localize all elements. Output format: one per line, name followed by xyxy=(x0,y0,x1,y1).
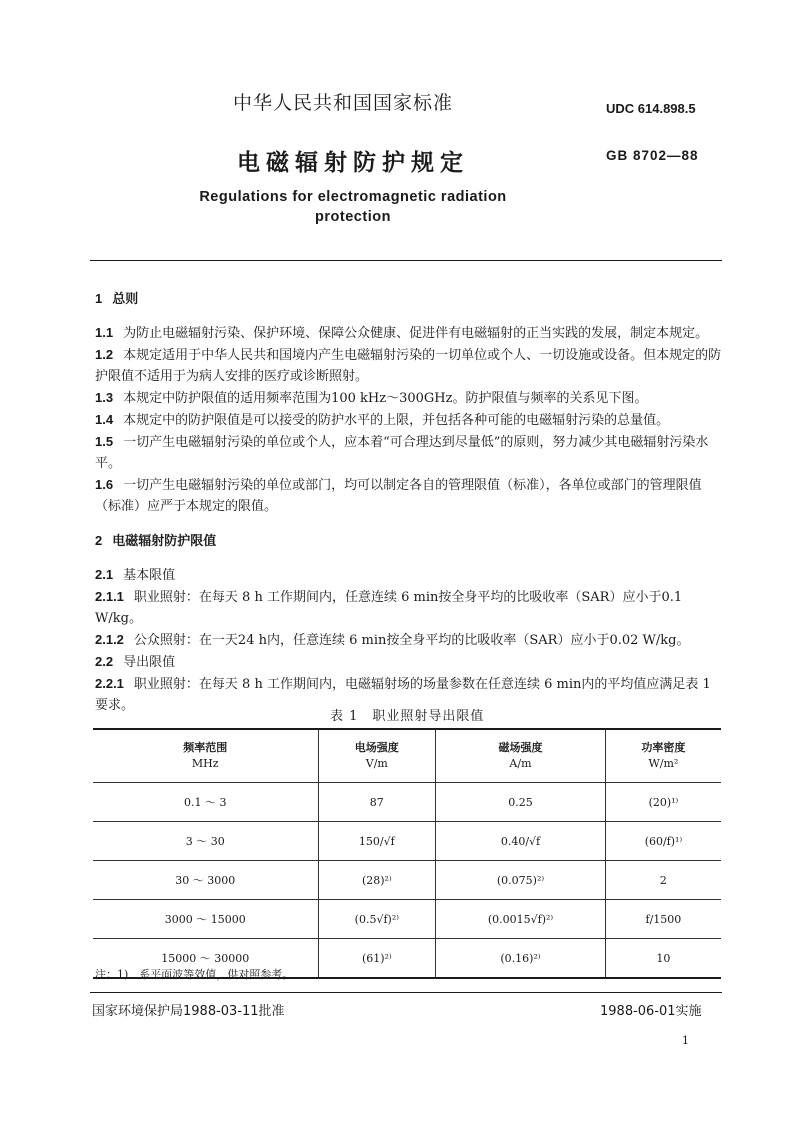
header-electric-field: 电场强度 V/m xyxy=(318,729,436,783)
table-row xyxy=(93,783,721,822)
document-title-chinese: 电磁辐射防护规定 xyxy=(237,150,469,176)
header-magnetic-field: 磁场强度 A/m xyxy=(436,729,606,783)
table-row xyxy=(93,900,721,939)
table-cell: (28)²⁾ xyxy=(318,861,436,900)
header-divider xyxy=(90,260,722,261)
table-cell: (20)¹⁾ xyxy=(605,783,721,822)
section-limits xyxy=(95,530,725,716)
page-number: 1 xyxy=(682,1034,689,1047)
table-cell: (0.16)²⁾ xyxy=(436,939,606,979)
clause: 2.1 基本限值 xyxy=(95,567,176,583)
table-cell: 15000 ～ 30000 xyxy=(93,939,318,979)
table-cell: 3 ～ 30 xyxy=(93,822,318,861)
clause: 1.3 本规定中防护限值的适用频率范围为100 kHz～300GHz。防护限值与频率的关系见下图。 xyxy=(95,390,648,406)
table-cell: 0.25 xyxy=(436,783,606,822)
header-frequency: 频率范围 MHz xyxy=(93,729,318,783)
table-cell: 150/√f xyxy=(318,822,436,861)
table-cell: 87 xyxy=(318,783,436,822)
section-general xyxy=(95,288,725,517)
clause: 1.2 本规定适用于中华人民共和国境内产生电磁辐射污染的一切单位或个人、一切设施或设备。但本规定的防护限值不适用于为病人安排的医疗或诊断照射。 xyxy=(95,347,722,384)
section-heading: 1 总则 xyxy=(95,291,139,307)
table-cell: 2 xyxy=(605,861,721,900)
clause: 1.1 为防止电磁辐射污染、保护环境、保障公众健康、促进伴有电磁辐射的正当实践的发展，制定本规定。 xyxy=(95,325,709,341)
clause: 1.4 本规定中的防护限值是可以接受的防护水平的上限，并包括各种可能的电磁辐射污染的总量值。 xyxy=(95,412,670,428)
approval-line: 国家环境保护局1988-03-11批准 xyxy=(92,1004,285,1019)
table-cell: (60/f)¹⁾ xyxy=(605,822,721,861)
table-cell: f/1500 xyxy=(605,900,721,939)
standard-organization: 中华人民共和国国家标准 xyxy=(233,92,454,114)
table-cell: (61)²⁾ xyxy=(318,939,436,979)
clause: 2.2.1 职业照射：在每天 8 h 工作期间内，电磁辐射场的场量参数在任意连续 6 min内的平均值应满足表 1 要求。 xyxy=(95,676,711,713)
table-cell: 0.40/√f xyxy=(436,822,606,861)
header-power-density: 功率密度 W/m² xyxy=(605,729,721,783)
table-cell: 3000 ～ 15000 xyxy=(93,900,318,939)
table-caption: 表 1 职业照射导出限值 xyxy=(330,709,485,724)
clause: 1.6 一切产生电磁辐射污染的单位或部门，均可以制定各自的管理限值（标准），各单位或部门的管理限值（标准）应严于本规定的限值。 xyxy=(95,477,702,514)
document-title-english: Regulations for electromagnetic radiation protection xyxy=(199,189,507,225)
table-row xyxy=(93,822,721,861)
udc-code: UDC 614.898.5 xyxy=(606,101,696,116)
table-cell: 30 ～ 3000 xyxy=(93,861,318,900)
table-cell: (0.0015√f)²⁾ xyxy=(436,900,606,939)
clause: 2.1.1 职业照射：在每天 8 h 工作期间内，任意连续 6 min按全身平均的比吸收率（SAR）应小于0.1 W/kg。 xyxy=(95,589,683,626)
table-cell: (0.5√f)²⁾ xyxy=(318,900,436,939)
effective-date: 1988-06-01实施 xyxy=(600,1004,702,1019)
gb-standard-number: GB 8702—88 xyxy=(606,148,699,163)
footer-divider xyxy=(90,992,722,993)
clause: 2.1.2 公众照射：在一天24 h内，任意连续 6 min按全身平均的比吸收率（SAR）应小于0.02 W/kg。 xyxy=(95,632,690,648)
table-footnote: 注：1) 系平面波等效值，供对照参考。 xyxy=(95,968,294,981)
table-header-row xyxy=(93,729,721,783)
table-cell: 10 xyxy=(605,939,721,979)
section-heading: 2 电磁辐射防护限值 xyxy=(95,533,217,549)
clause: 1.5 一切产生电磁辐射污染的单位或个人，应本着“可合理达到尽量低”的原则，努力减少其电磁辐射污染水平。 xyxy=(95,434,709,471)
table-cell: 0.1 ～ 3 xyxy=(93,783,318,822)
occupational-limits-table xyxy=(93,728,721,979)
clause: 2.2 导出限值 xyxy=(95,654,176,670)
table-cell: (0.075)²⁾ xyxy=(436,861,606,900)
table-row xyxy=(93,861,721,900)
